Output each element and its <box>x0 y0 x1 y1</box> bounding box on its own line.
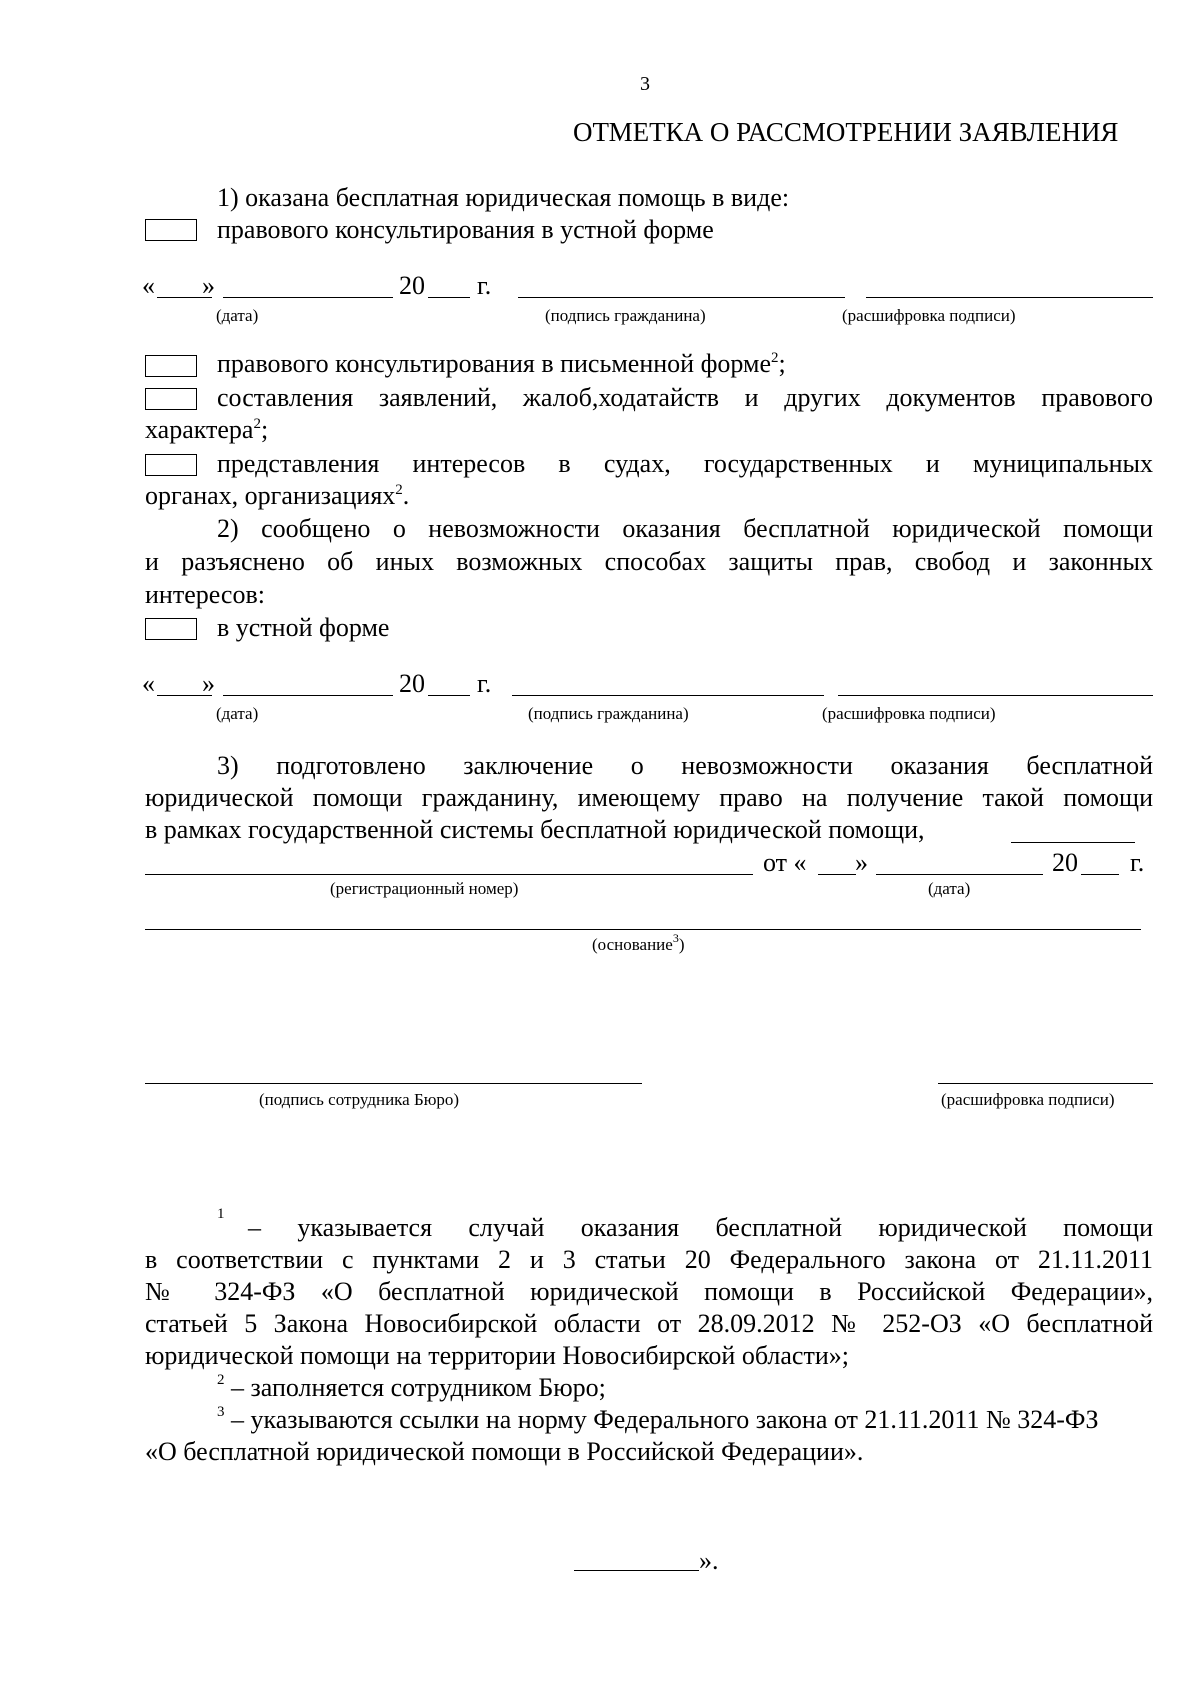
quote-open: « <box>142 271 155 300</box>
footnote-2: $^2$ – заполняется сотрудником Бюро; <box>217 1372 606 1402</box>
option-refusal-oral: в устной форме <box>217 613 390 642</box>
checkbox-oral-consult[interactable] <box>145 219 197 241</box>
option-oral-consult: правового консультирования в устной форме <box>217 215 714 244</box>
quote-close: » <box>202 669 215 698</box>
checkbox-refusal-oral[interactable] <box>145 618 197 640</box>
section2-line3: интересов: <box>145 580 265 609</box>
section1-heading: 1) оказана бесплатная юридическая помощь в виде: <box>217 183 790 212</box>
option-documents-line2: характера$^2$; <box>145 415 269 444</box>
checkbox-written-consult[interactable] <box>145 355 197 377</box>
footnote-ref: 2 <box>253 416 261 432</box>
year-field[interactable] <box>428 297 470 298</box>
quote-open: « <box>142 669 155 698</box>
registration-number-field[interactable] <box>145 874 753 875</box>
option-representation-line1: представления интересов в судах, государственных и муниципальных <box>217 449 1153 478</box>
section2-line1: 2) сообщено о невозможности оказания бесплатной юридической помощи <box>217 514 1153 543</box>
basis-field[interactable] <box>145 929 1141 930</box>
registration-number-field-start[interactable] <box>1011 842 1135 843</box>
section2-line2: и разъяснено об иных возможных способах защиты прав, свобод и законных <box>145 547 1153 576</box>
option-written-consult: правового консультирования в письменной форме$^2$; <box>217 349 786 378</box>
footnote-1-line1: – указывается случай оказания бесплатной юридической помощи <box>248 1213 1153 1242</box>
closing-line <box>574 1570 699 1571</box>
quote-close: » <box>855 848 868 877</box>
footnote-1-line4: статьей 5 Закона Новосибирской области от 28.09.2012 № 252-ОЗ «О бесплатной <box>145 1309 1153 1338</box>
decoding-caption: (расшифровка подписи) <box>822 704 996 723</box>
year-prefix: 20 <box>399 669 425 698</box>
staff-decoding-caption: (расшифровка подписи) <box>941 1090 1115 1109</box>
signature-caption: (подпись гражданина) <box>528 704 689 723</box>
footnote-ref: 2 <box>771 350 779 366</box>
staff-signature-field[interactable] <box>145 1083 642 1084</box>
year-prefix: 20 <box>399 271 425 300</box>
option-documents-line1: составления заявлений, жалоб,ходатайств и других документов правового <box>217 383 1153 412</box>
checkbox-documents[interactable] <box>145 388 197 410</box>
quote-close: » <box>202 271 215 300</box>
staff-signature-caption: (подпись сотрудника Бюро) <box>259 1090 460 1109</box>
decoding-caption: (расшифровка подписи) <box>842 306 1016 325</box>
citizen-signature-decoding-field[interactable] <box>838 695 1153 696</box>
footnote-1-line3: № 324-ФЗ «О бесплатной юридической помощи в Российской Федерации», <box>145 1277 1153 1306</box>
staff-signature-decoding-field[interactable] <box>938 1083 1153 1084</box>
month-field[interactable] <box>223 695 393 696</box>
date-caption: (дата) <box>216 704 259 723</box>
section3-line2: юридической помощи гражданину, имеющему право на получение такой помощи <box>145 783 1153 812</box>
date-caption: (дата) <box>216 306 259 325</box>
conclusion-year-field[interactable] <box>1081 874 1119 875</box>
conclusion-date-caption: (дата) <box>928 879 971 898</box>
page-number: 3 <box>640 73 650 95</box>
option-representation-line2: органах, организациях$^2$. <box>145 481 410 510</box>
footnote-1-line2: в соответствии с пунктами 2 и 3 статьи 20 Федерального закона от 21.11.2011 <box>145 1245 1153 1274</box>
signature-caption: (подпись гражданина) <box>545 306 706 325</box>
footnote-ref: 2 <box>395 482 403 498</box>
conclusion-month-field[interactable] <box>876 874 1043 875</box>
page-title: ОТМЕТКА О РАССМОТРЕНИИ ЗАЯВЛЕНИЯ <box>573 117 1119 147</box>
from-label: от « <box>763 848 807 877</box>
month-field[interactable] <box>223 297 393 298</box>
basis-caption: (основание$^3$) <box>592 931 685 954</box>
section3-line3: в рамках государственной системы бесплатной юридической помощи, <box>145 815 925 844</box>
citizen-signature-field[interactable] <box>518 297 845 298</box>
citizen-signature-decoding-field[interactable] <box>866 297 1153 298</box>
year-field[interactable] <box>428 695 470 696</box>
closing-mark: ». <box>699 1546 719 1575</box>
checkbox-representation[interactable] <box>145 454 197 476</box>
citizen-signature-field[interactable] <box>512 695 824 696</box>
year-suffix: г. <box>477 271 492 300</box>
year-prefix: 20 <box>1052 848 1078 877</box>
year-suffix: г. <box>1130 848 1145 877</box>
conclusion-day-field[interactable] <box>818 874 856 875</box>
section3-line1: 3) подготовлено заключение о невозможности оказания бесплатной <box>217 751 1153 780</box>
footnote-3-line1: $^3$ – указываются ссылки на норму Федерального закона от 21.11.2011 № 324-ФЗ <box>217 1404 1099 1434</box>
footnote-3-line2: «О бесплатной юридической помощи в Российской Федерации». <box>145 1437 864 1466</box>
registration-number-caption: (регистрационный номер) <box>330 879 519 898</box>
footnote-1-line5: юридической помощи на территории Новосибирской области»; <box>145 1341 849 1370</box>
footnote-1-mark: 1 <box>217 1206 225 1222</box>
year-suffix: г. <box>477 669 492 698</box>
